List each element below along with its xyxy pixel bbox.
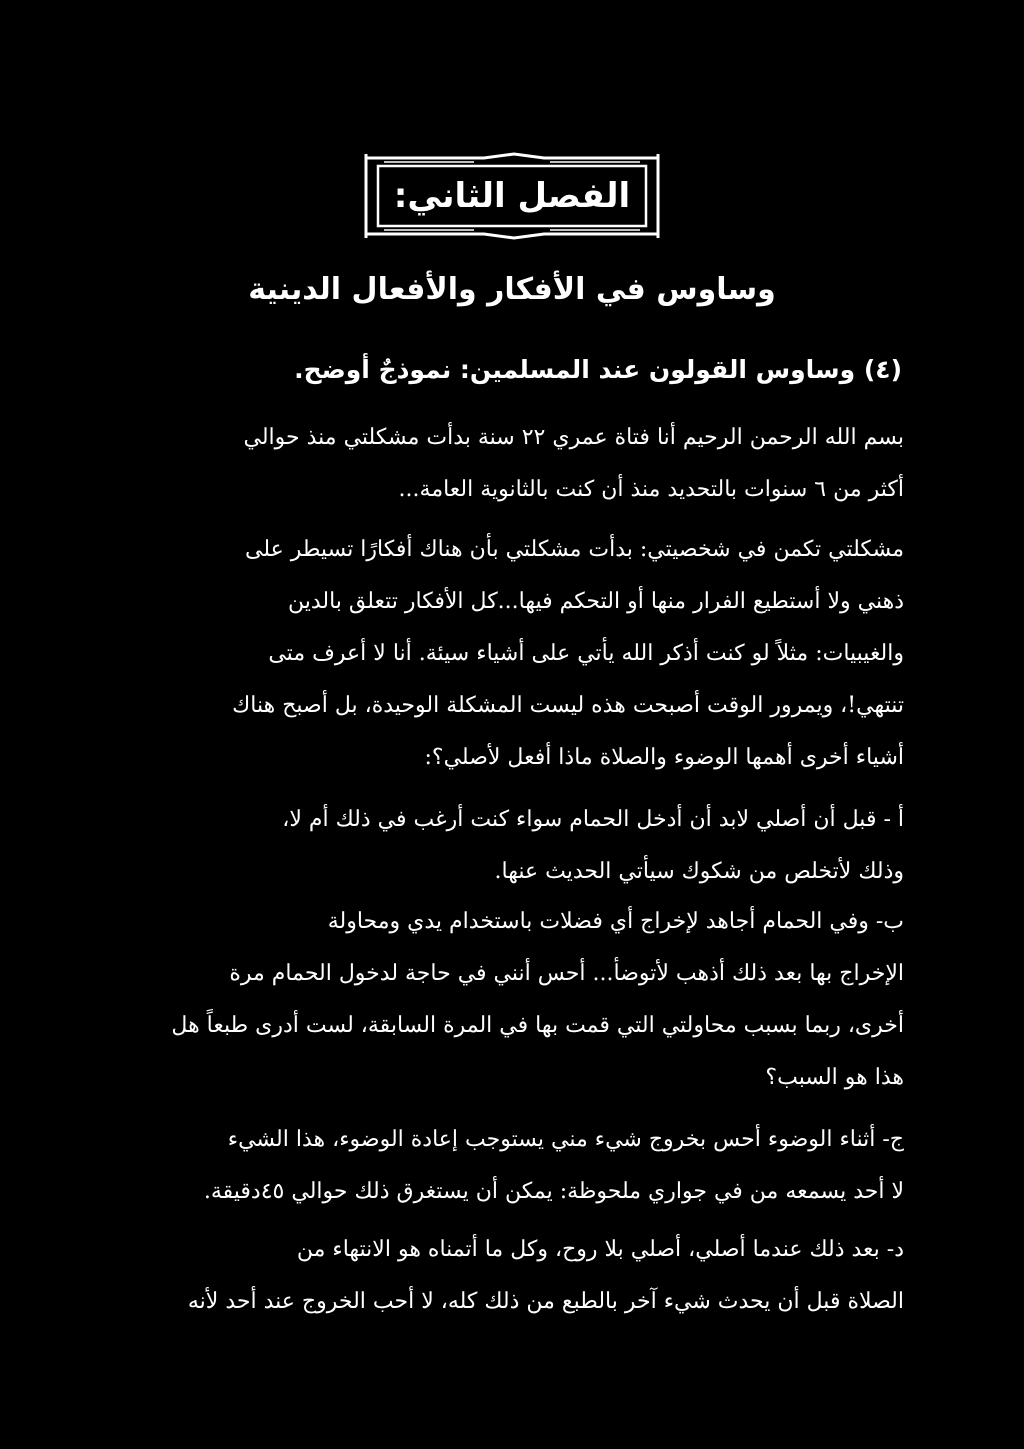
text-line: بسم الله الرحمن الرحيم أنا فتاة عمري ٢٢ سنة بدأت مشكلتي منذ حوالي	[243, 425, 904, 450]
text-line: تنتهي!، ويمرور الوقت أصبحت هذه ليست المشكلة الوحيدة، بل أصبح هناك	[232, 693, 904, 718]
text-line: د- بعد ذلك عندما أصلي، أصلي بلا روح، وكل ما أتمناه هو الانتهاء من	[296, 1237, 904, 1262]
text-line: أخرى، ربما بسبب محاولتي التي قمت بها في المرة السابقة، لست أدرى طبعاً هل	[171, 1013, 904, 1038]
text-line: لا أحد يسمعه من في جواري ملحوظة: يمكن أن يستغرق ذلك حوالي ٤٥دقيقة.	[203, 1179, 904, 1204]
text-line: مشكلتي تكمن في شخصيتي: بدأت مشكلتي بأن هناك أفكارًا تسيطر على	[245, 537, 904, 562]
text-line: هذا هو السبب؟	[765, 1065, 904, 1090]
chapter-title: الفصل الثاني:	[393, 176, 631, 216]
paragraph-item-b	[120, 896, 904, 1104]
text-line: ج- أثناء الوضوء أحس بخروج شيء مني يستوجب إعادة الوضوء، هذا الشيء	[227, 1127, 904, 1152]
paragraph-2	[120, 524, 904, 784]
chapter-banner	[364, 150, 660, 242]
chapter-subtitle: وساوس في الأفكار والأفعال الدينية	[248, 272, 776, 307]
section-heading: (٤) وساوس القولون عند المسلمين: نموذجٌ أوضح.	[294, 355, 902, 384]
paragraph-item-c	[120, 1114, 904, 1218]
text-line: ب- وفي الحمام أجاهد لإخراج أي فضلات باستخدام يدي ومحاولة	[327, 909, 904, 934]
paragraph-item-a	[120, 794, 904, 898]
text-line: الإخراج بها بعد ذلك أذهب لأتوضأ... أحس أنني في حاجة لدخول الحمام مرة	[229, 961, 904, 986]
text-line: وذلك لأتخلص من شكوك سيأتي الحديث عنها.	[494, 859, 904, 884]
text-line: أشياء أخرى أهمها الوضوء والصلاة ماذا أفعل لأصلي؟:	[424, 745, 904, 770]
text-line: أكثر من ٦ سنوات بالتحديد منذ أن كنت بالثانوية العامة...	[398, 477, 904, 502]
paragraph-1	[120, 412, 904, 516]
text-line: أ - قبل أن أصلي لابد أن أدخل الحمام سواء كنت أرغب في ذلك أم لا،	[282, 807, 904, 832]
text-line: الصلاة قبل أن يحدث شيء آخر بالطبع من ذلك كله، لا أحب الخروج عند أحد لأنه	[187, 1289, 904, 1314]
text-line: والغيبيات: مثلاً لو كنت أذكر الله يأتي على أشياء سيئة. أنا لا أعرف متى	[268, 641, 904, 666]
text-line: ذهني ولا أستطيع الفرار منها أو التحكم فيها...كل الأفكار تتعلق بالدين	[287, 589, 904, 614]
paragraph-item-d	[120, 1224, 904, 1328]
